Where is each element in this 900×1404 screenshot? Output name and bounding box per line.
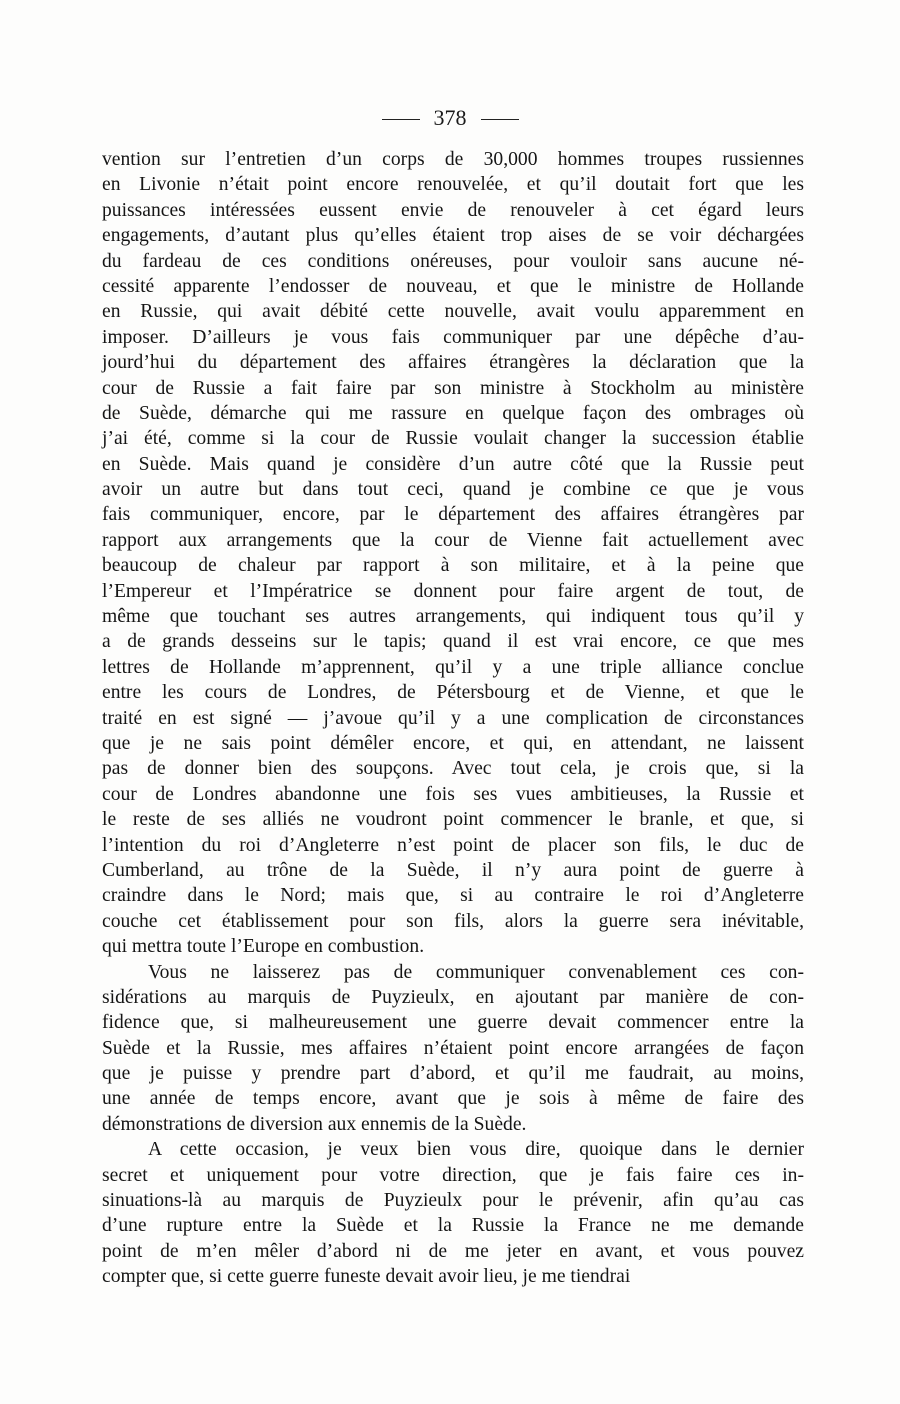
text-line: a de grands desseins sur le tapis; quand il est vrai encore, ce que mes — [102, 631, 804, 653]
text-line: couche cet établissement pour son fils, alors la guerre sera inévitable, — [102, 910, 804, 932]
text-line: fidence que, si malheureusement une guerre devait commencer entre la — [102, 1012, 804, 1034]
text-line: en Russie, qui avait débité cette nouvelle, avait voulu apparemment en — [102, 301, 804, 323]
text-line: fais communiquer, encore, par le département des affaires étrangères par — [102, 504, 804, 526]
text-line: pas de donner bien des soupçons. Avec tout cela, je crois que, si la — [102, 758, 804, 780]
text-line: imposer. D’ailleurs je vous fais communiquer par une dépêche d’au- — [102, 326, 804, 348]
text-line: beaucoup de chaleur par rapport à son militaire, et à la peine que — [102, 555, 804, 577]
paragraph — [102, 1137, 804, 1289]
header-dash-right — [481, 119, 519, 120]
body-text — [102, 147, 804, 1290]
text-line: entre les cours de Londres, de Pétersbourg et de Vienne, et que le — [102, 682, 804, 704]
text-line: jourd’hui du département des affaires étrangères la déclaration que la — [102, 352, 804, 374]
text-line: Vous ne laisserez pas de communiquer convenablement ces con- — [148, 961, 804, 983]
text-line: Cumberland, au trône de la Suède, il n’y aura point de guerre à — [102, 859, 804, 881]
text-line: rapport aux arrangements que la cour de Vienne fait actuellement avec — [102, 529, 804, 551]
text-line: craindre dans le Nord; mais que, si au contraire le roi d’Angleterre — [102, 885, 804, 907]
text-line: d’une rupture entre la Suède et la Russie la France ne me demande — [102, 1215, 804, 1237]
text-line: de Suède, démarche qui me rassure en quelque façon des ombrages où — [102, 402, 804, 424]
text-line: l’Empereur et l’Impératrice se donnent pour faire argent de tout, de — [102, 580, 804, 602]
text-line: traité en est signé — j’avoue qu’il y a une complication de circonstances — [102, 707, 804, 729]
text-line: engagements, d’autant plus qu’elles étaient trop aises de se voir déchargées — [102, 225, 804, 247]
text-line: compter que, si cette guerre funeste devait avoir lieu, je me tiendrai — [102, 1266, 631, 1288]
page-number: 378 — [433, 105, 467, 130]
text-line: sidérations au marquis de Puyzieulx, en ajoutant par manière de con- — [102, 986, 804, 1008]
text-line: Suède et la Russie, mes affaires n’étaient point encore arrangées de façon — [102, 1037, 804, 1059]
text-line: en Livonie n’était point encore renouvelée, et qu’il doutait fort que les — [102, 174, 804, 196]
text-line: avoir un autre but dans tout ceci, quand je combine ce que je vous — [102, 479, 804, 501]
text-line: en Suède. Mais quand je considère d’un autre côté que la Russie peut — [102, 453, 804, 475]
text-line: que je puisse y prendre part d’abord, et qu’il me faudrait, au moins, — [102, 1063, 804, 1085]
text-line: du fardeau de ces conditions onéreuses, pour vouloir sans aucune né- — [102, 250, 804, 272]
page-header — [0, 98, 900, 138]
header-dash-left — [382, 119, 420, 120]
text-line: lettres de Hollande m’apprennent, qu’il y a une triple alliance conclue — [102, 656, 804, 678]
text-line: cour de Russie a fait faire par son ministre à Stockholm au ministère — [102, 377, 804, 399]
paragraph — [102, 147, 804, 960]
text-line: cour de Londres abandonne une fois ses vues ambitieuses, la Russie et — [102, 783, 804, 805]
text-line: secret et uniquement pour votre direction, que je fais faire ces in- — [102, 1164, 804, 1186]
text-line: qui mettra toute l’Europe en combustion. — [102, 936, 425, 958]
text-line: vention sur l’entretien d’un corps de 30,000 hommes troupes russiennes — [102, 149, 804, 170]
text-line: j’ai été, comme si la cour de Russie voulait changer la succession établie — [102, 428, 804, 450]
text-line: sinuations-là au marquis de Puyzieulx pour le prévenir, afin qu’au cas — [102, 1190, 804, 1212]
paragraph — [102, 960, 804, 1138]
text-line: l’intention du roi d’Angleterre n’est point de placer son fils, le duc de — [102, 834, 804, 856]
text-line: puissances intéressées eussent envie de renouveler à cet égard leurs — [102, 199, 804, 221]
text-line: une année de temps encore, avant que je sois à même de faire des — [102, 1088, 804, 1110]
text-line: point de m’en mêler d’abord ni de me jeter en avant, et vous pouvez — [102, 1240, 804, 1262]
text-line: même que touchant ses autres arrangements, qui indiquent tous qu’il y — [102, 606, 804, 628]
text-line: le reste de ses alliés ne voudront point commencer le branle, et que, si — [102, 809, 804, 831]
text-line: cessité apparente l’endosser de nouveau, et que le ministre de Hollande — [102, 275, 804, 297]
text-line: que je ne sais point démêler encore, et qui, en attendant, ne laissent — [102, 732, 804, 754]
text-line: A cette occasion, je veux bien vous dire, quoique dans le dernier — [148, 1139, 804, 1161]
text-line: démonstrations de diversion aux ennemis de la Suède. — [102, 1113, 527, 1135]
